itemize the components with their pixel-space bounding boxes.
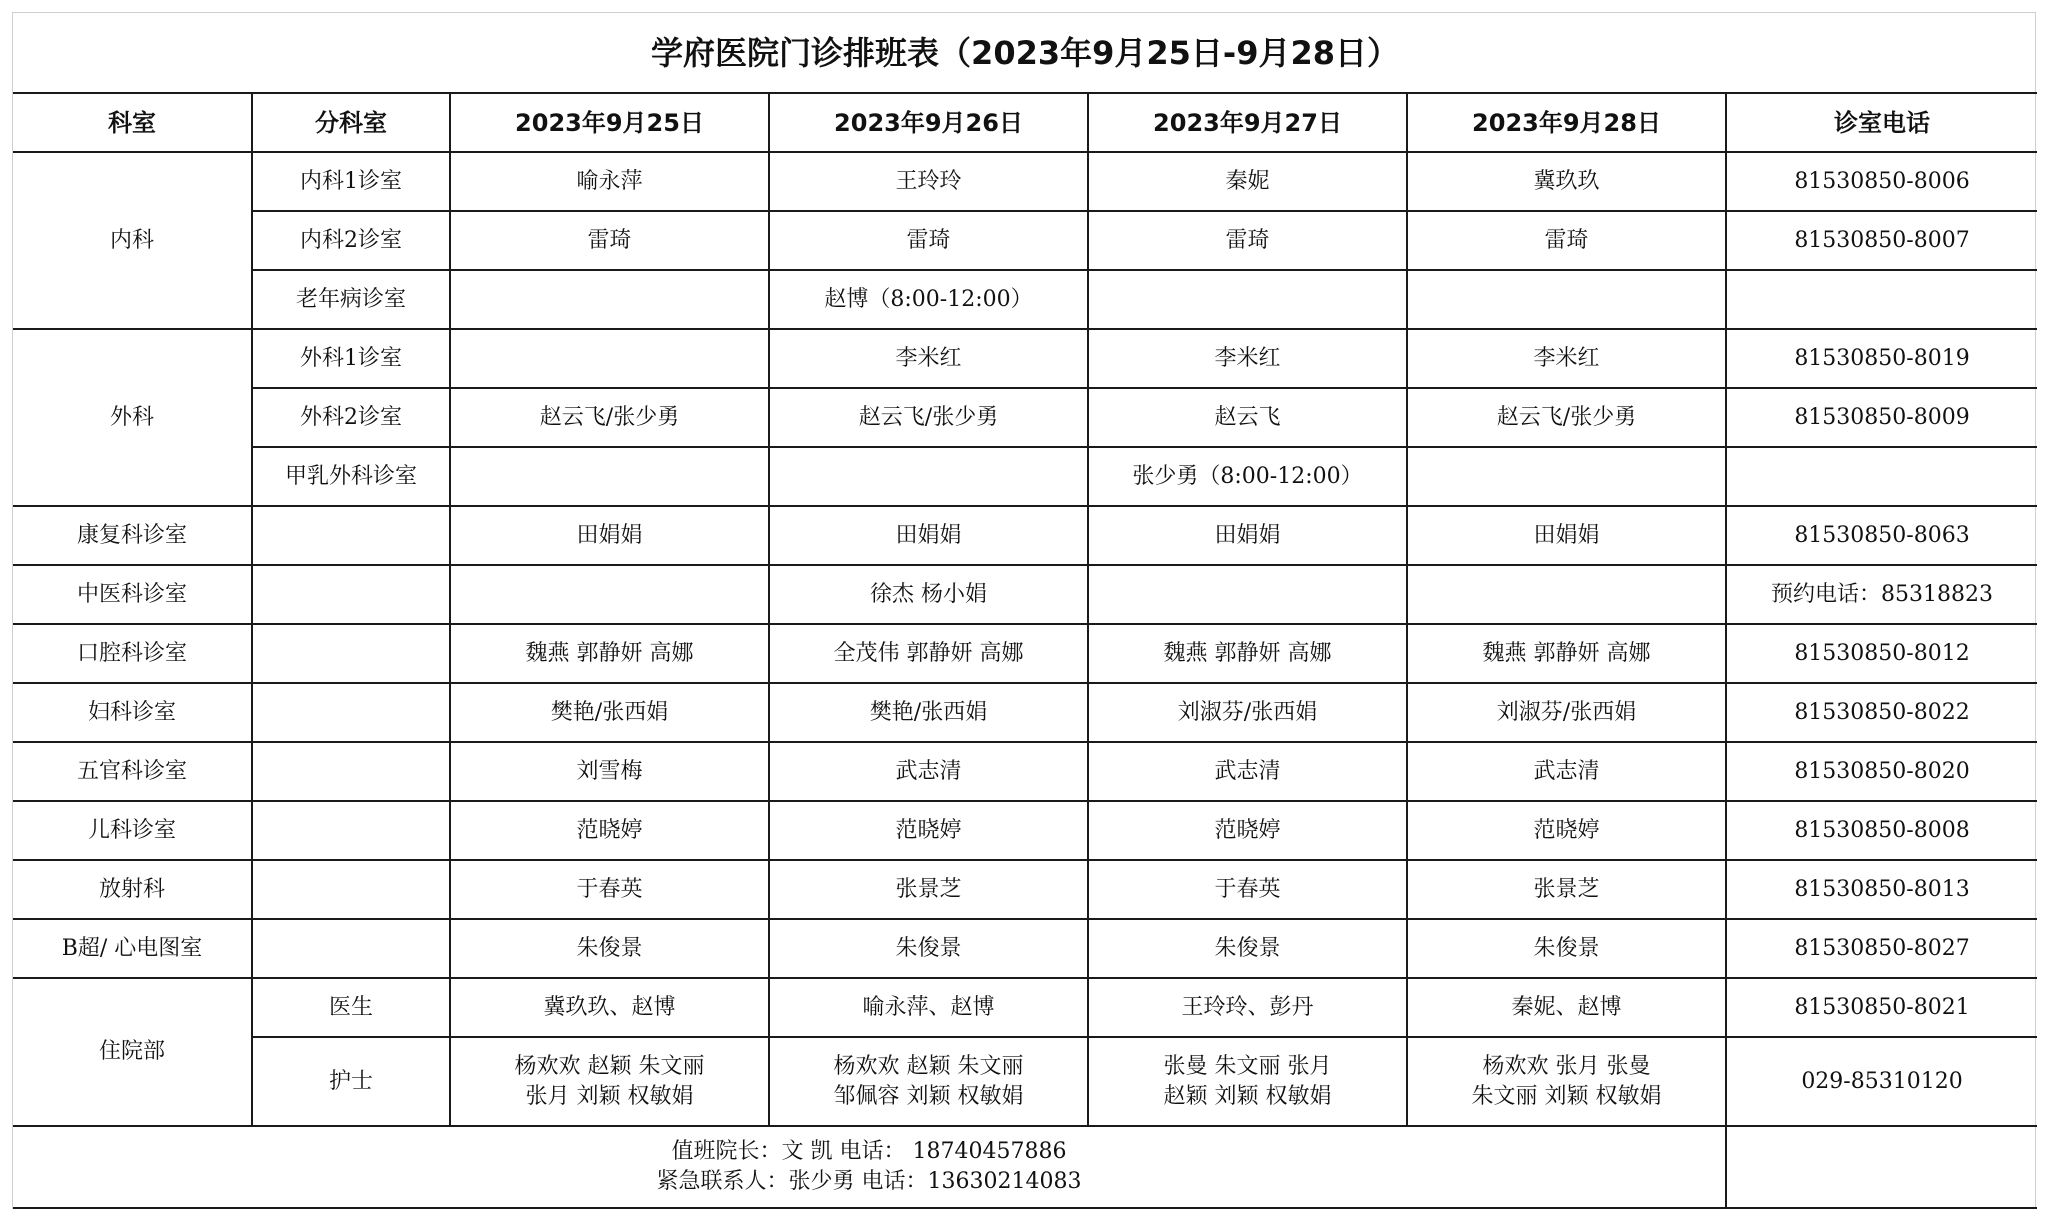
subdept-cell: 医生 — [252, 978, 450, 1037]
phone-cell — [1726, 270, 2037, 329]
phone-cell: 81530850-8027 — [1726, 919, 2037, 978]
header-subdept: 分科室 — [252, 93, 450, 152]
shift-cell — [1088, 565, 1407, 624]
shift-cell: 喻永萍、赵博 — [769, 978, 1088, 1037]
shift-cell: 于春英 — [1088, 860, 1407, 919]
phone-cell: 029-85310120 — [1726, 1037, 2037, 1126]
shift-cell: 秦妮 — [1088, 152, 1407, 211]
shift-cell: 范晓婷 — [450, 801, 769, 860]
shift-cell: 武志清 — [1407, 742, 1726, 801]
shift-cell — [450, 565, 769, 624]
dept-pediatric: 儿科诊室 — [13, 801, 252, 860]
subdept-cell: 护士 — [252, 1037, 450, 1126]
shift-cell — [450, 1037, 769, 1126]
shift-cell — [1407, 447, 1726, 506]
subdept-cell: 内科1诊室 — [252, 152, 450, 211]
phone-cell: 81530850-8008 — [1726, 801, 2037, 860]
dept-tcm: 中医科诊室 — [13, 565, 252, 624]
phone-cell: 预约电话：85318823 — [1726, 565, 2037, 624]
header-date-3: 2023年9月27日 — [1088, 93, 1407, 152]
subdept-cell — [252, 801, 450, 860]
table-row — [13, 1037, 2037, 1126]
shift-cell: 李米红 — [1407, 329, 1726, 388]
shift-cell: 武志清 — [1088, 742, 1407, 801]
shift-cell: 朱俊景 — [769, 919, 1088, 978]
shift-cell — [1088, 270, 1407, 329]
shift-cell: 张景芝 — [769, 860, 1088, 919]
table-row — [13, 624, 2037, 683]
phone-cell — [1726, 447, 2037, 506]
title-row — [13, 13, 2037, 93]
table-row — [13, 270, 2037, 329]
shift-cell: 张景芝 — [1407, 860, 1726, 919]
shift-line: 杨欢欢 赵颖 朱文丽 — [833, 1053, 1024, 1079]
subdept-cell: 外科1诊室 — [252, 329, 450, 388]
shift-cell: 刘淑芬/张西娟 — [1407, 683, 1726, 742]
table-row — [13, 978, 2037, 1037]
footer-contacts — [13, 1126, 1726, 1208]
shift-cell: 雷琦 — [769, 211, 1088, 270]
shift-cell: 樊艳/张西娟 — [769, 683, 1088, 742]
shift-cell: 冀玖玖、赵博 — [450, 978, 769, 1037]
shift-cell: 范晓婷 — [1407, 801, 1726, 860]
phone-cell: 81530850-8020 — [1726, 742, 2037, 801]
dept-internal: 内科 — [13, 152, 252, 329]
shift-cell: 雷琦 — [1088, 211, 1407, 270]
table-row — [13, 447, 2037, 506]
subdept-cell — [252, 506, 450, 565]
subdept-cell — [252, 919, 450, 978]
shift-cell — [769, 447, 1088, 506]
subdept-cell: 内科2诊室 — [252, 211, 450, 270]
header-row — [13, 93, 2037, 152]
dept-rehab: 康复科诊室 — [13, 506, 252, 565]
table-row — [13, 860, 2037, 919]
shift-cell: 田娟娟 — [1407, 506, 1726, 565]
shift-cell: 朱俊景 — [450, 919, 769, 978]
shift-line: 杨欢欢 张月 张曼 — [1482, 1053, 1651, 1079]
subdept-cell — [252, 683, 450, 742]
schedule-sheet — [12, 12, 2036, 1209]
table-row — [13, 329, 2037, 388]
shift-cell: 朱俊景 — [1407, 919, 1726, 978]
dept-inpatient: 住院部 — [13, 978, 252, 1126]
shift-cell: 田娟娟 — [450, 506, 769, 565]
shift-cell — [1088, 1037, 1407, 1126]
shift-cell — [1407, 270, 1726, 329]
shift-line: 张曼 朱文丽 张月 — [1163, 1053, 1332, 1079]
footer-empty-cell — [1726, 1126, 2037, 1208]
shift-cell: 刘雪梅 — [450, 742, 769, 801]
dept-gyn: 妇科诊室 — [13, 683, 252, 742]
shift-cell: 冀玖玖 — [1407, 152, 1726, 211]
dept-surgery: 外科 — [13, 329, 252, 506]
phone-cell: 81530850-8022 — [1726, 683, 2037, 742]
subdept-cell — [252, 565, 450, 624]
shift-cell: 秦妮、赵博 — [1407, 978, 1726, 1037]
schedule-table — [13, 13, 2037, 1209]
shift-line: 杨欢欢 赵颖 朱文丽 — [514, 1053, 705, 1079]
duty-director-line: 值班院长：文 凯 电话： 18740457886 — [671, 1139, 1067, 1164]
subdept-cell: 外科2诊室 — [252, 388, 450, 447]
phone-cell: 81530850-8007 — [1726, 211, 2037, 270]
footer-row — [13, 1126, 2037, 1208]
shift-cell: 刘淑芬/张西娟 — [1088, 683, 1407, 742]
shift-cell: 徐杰 杨小娟 — [769, 565, 1088, 624]
shift-cell — [450, 447, 769, 506]
header-date-2: 2023年9月26日 — [769, 93, 1088, 152]
dept-dental: 口腔科诊室 — [13, 624, 252, 683]
shift-cell: 樊艳/张西娟 — [450, 683, 769, 742]
shift-line: 赵颖 刘颖 权敏娟 — [1163, 1083, 1332, 1109]
shift-cell: 武志清 — [769, 742, 1088, 801]
shift-line: 张月 刘颖 权敏娟 — [525, 1083, 694, 1109]
shift-cell: 王玲玲 — [769, 152, 1088, 211]
shift-cell: 赵云飞/张少勇 — [769, 388, 1088, 447]
phone-cell: 81530850-8063 — [1726, 506, 2037, 565]
shift-cell: 田娟娟 — [769, 506, 1088, 565]
dept-ultrasound: B超/ 心电图室 — [13, 919, 252, 978]
subdept-cell — [252, 860, 450, 919]
shift-cell: 田娟娟 — [1088, 506, 1407, 565]
shift-cell — [1407, 565, 1726, 624]
shift-cell: 李米红 — [1088, 329, 1407, 388]
phone-cell: 81530850-8021 — [1726, 978, 2037, 1037]
table-row — [13, 742, 2037, 801]
dept-ent: 五官科诊室 — [13, 742, 252, 801]
shift-cell: 全茂伟 郭静妍 高娜 — [769, 624, 1088, 683]
shift-line: 邹佩容 刘颖 权敏娟 — [833, 1083, 1024, 1109]
header-date-1: 2023年9月25日 — [450, 93, 769, 152]
header-date-4: 2023年9月28日 — [1407, 93, 1726, 152]
shift-cell: 李米红 — [769, 329, 1088, 388]
shift-cell: 赵云飞/张少勇 — [1407, 388, 1726, 447]
phone-cell: 81530850-8009 — [1726, 388, 2037, 447]
shift-cell: 魏燕 郭静妍 高娜 — [1088, 624, 1407, 683]
table-row — [13, 506, 2037, 565]
emergency-contact-line: 紧急联系人：张少勇 电话：13630214083 — [656, 1169, 1082, 1194]
shift-line: 朱文丽 刘颖 权敏娟 — [1471, 1083, 1662, 1109]
shift-cell — [450, 329, 769, 388]
table-row — [13, 388, 2037, 447]
dept-radiology: 放射科 — [13, 860, 252, 919]
shift-cell — [450, 270, 769, 329]
table-row — [13, 565, 2037, 624]
phone-cell: 81530850-8012 — [1726, 624, 2037, 683]
shift-cell: 魏燕 郭静妍 高娜 — [1407, 624, 1726, 683]
subdept-cell: 甲乳外科诊室 — [252, 447, 450, 506]
header-dept: 科室 — [13, 93, 252, 152]
shift-cell: 赵博（8:00-12:00） — [769, 270, 1088, 329]
shift-cell: 喻永萍 — [450, 152, 769, 211]
shift-cell: 范晓婷 — [1088, 801, 1407, 860]
table-row — [13, 801, 2037, 860]
shift-cell: 赵云飞/张少勇 — [450, 388, 769, 447]
shift-cell: 范晓婷 — [769, 801, 1088, 860]
subdept-cell — [252, 742, 450, 801]
shift-cell — [769, 1037, 1088, 1126]
page-title: 学府医院门诊排班表（2023年9月25日-9月28日） — [13, 13, 2037, 93]
shift-cell: 魏燕 郭静妍 高娜 — [450, 624, 769, 683]
subdept-cell — [252, 624, 450, 683]
shift-cell: 雷琦 — [1407, 211, 1726, 270]
table-row — [13, 211, 2037, 270]
table-row — [13, 919, 2037, 978]
shift-cell: 王玲玲、彭丹 — [1088, 978, 1407, 1037]
shift-cell: 雷琦 — [450, 211, 769, 270]
shift-cell: 张少勇（8:00-12:00） — [1088, 447, 1407, 506]
subdept-cell: 老年病诊室 — [252, 270, 450, 329]
phone-cell: 81530850-8019 — [1726, 329, 2037, 388]
shift-cell: 于春英 — [450, 860, 769, 919]
table-row — [13, 683, 2037, 742]
shift-cell — [1407, 1037, 1726, 1126]
table-row — [13, 152, 2037, 211]
shift-cell: 朱俊景 — [1088, 919, 1407, 978]
shift-cell: 赵云飞 — [1088, 388, 1407, 447]
header-phone: 诊室电话 — [1726, 93, 2037, 152]
phone-cell: 81530850-8013 — [1726, 860, 2037, 919]
phone-cell: 81530850-8006 — [1726, 152, 2037, 211]
